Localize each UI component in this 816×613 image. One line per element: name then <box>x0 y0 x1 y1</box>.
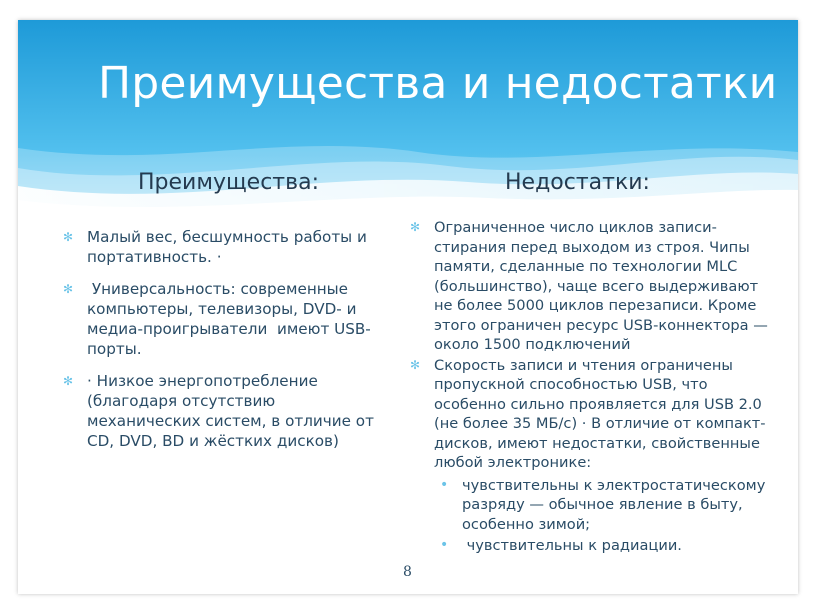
slide-title: Преимущества и недостатки <box>98 58 778 109</box>
asterisk-icon: ✻ <box>410 357 421 372</box>
list-item: ✻ Универсальность: современные компьютеры, телевизоры, DVD- и медиа-проигрыватели имеют USB-порты. <box>63 280 371 358</box>
advantages-heading: Преимущества: <box>138 170 319 195</box>
list-item: ✻ Ограниченное число циклов записи-стирания перед выходом из строя. Чипы памяти, сделанные по технологии MLC (большинство), чаще всего выдерживают не более 5000 циклов перезаписи. Кроме этого ограничен ресурс USB-коннектора — около 1500 подключений <box>410 219 768 353</box>
disadvantages-heading: Недостатки: <box>505 170 650 195</box>
page-number: 8 <box>403 564 412 580</box>
bullet-dot-icon: • <box>440 476 449 493</box>
slide <box>18 20 798 594</box>
bullet-dot-icon: • <box>440 537 449 553</box>
list-item: ✻ Малый вес, бесшумность работы и портативность. · <box>63 228 367 266</box>
asterisk-icon: ✻ <box>63 282 74 296</box>
asterisk-icon: ✻ <box>63 374 74 388</box>
asterisk-icon: ✻ <box>63 230 74 244</box>
list-item: ✻ Скорость записи и чтения ограничены пропускной способностью USB, что особенно сильно проявляется для USB 2.0 (не более 35 МБ/с) · В отличие от компакт-дисков, имеют недостатки, свойственные любой электронике: • чувствительны к электростатическому разряду — обычное явление в быту, особенно зимой; • чувствительны к радиации. <box>434 356 779 556</box>
asterisk-icon: ✻ <box>410 220 421 234</box>
sub-list <box>434 476 779 556</box>
list-item: ✻ · Низкое энергопотребление (благодаря отсутствию механических систем, в отличие от CD, DVD, BD и жёстких дисков) <box>63 372 374 450</box>
sub-list-item: • чувствительны к электростатическому разряду — обычное явление в быту, особенно зимой; <box>440 476 766 533</box>
advantages-list <box>63 227 387 463</box>
sub-list-item: • чувствительны к радиации. <box>440 537 682 554</box>
disadvantages-list <box>410 218 779 558</box>
